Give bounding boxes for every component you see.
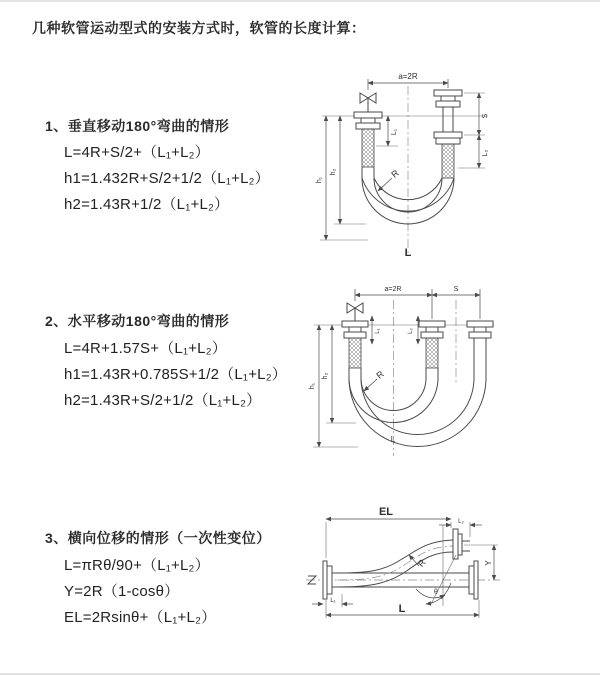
- dim-label-l-total: L: [390, 435, 396, 444]
- right-hose-leg: [467, 321, 493, 378]
- dim-a2r: [355, 286, 480, 319]
- dim-label-l1: L₁: [391, 128, 398, 136]
- dim-label-el: EL: [378, 506, 394, 518]
- right-lower-flange: [469, 561, 478, 599]
- middle-hose-leg: [419, 321, 445, 378]
- dim-label-h1: h₁: [316, 176, 323, 184]
- dim-label-l2: L₂: [408, 328, 414, 334]
- dim-s: [432, 286, 480, 295]
- dim-label-l2: L₂: [458, 519, 464, 525]
- valve-icon: [347, 303, 363, 321]
- radius-callout: [378, 167, 401, 191]
- radius-callout: [364, 368, 386, 391]
- dim-l1: [372, 316, 381, 344]
- section-1-formula-h1: h1=1.432R+S/2+1/2（L₁+L₂）: [64, 170, 270, 187]
- dim-l2: [458, 135, 489, 168]
- section-2-heading: 2、水平移动180°弯曲的情形: [45, 313, 230, 329]
- dim-el: [326, 506, 451, 558]
- section-2-formula-l: L=4R+1.57S+（L₁+L₂）: [64, 340, 227, 357]
- dim-label-l-total: L: [404, 247, 412, 259]
- dim-l1: [376, 116, 398, 146]
- hose-u-bends: [349, 378, 486, 447]
- section-2-formula-h2: h2=1.43R+S/2+1/2（L₁+L₂）: [64, 392, 262, 409]
- dim-l2: [408, 316, 418, 344]
- dim-label-a2r: a=2R: [398, 72, 418, 81]
- left-flange: [323, 561, 332, 599]
- dim-label-r: R: [374, 368, 386, 381]
- section-3-formula-l: L=πRθ/90+（L₁+L₂）: [64, 557, 210, 574]
- dim-s: [464, 93, 489, 135]
- section-1-formula-h2: h2=1.43R+1/2（L₁+L₂）: [64, 196, 230, 213]
- dim-label-h1: h₁: [309, 382, 316, 390]
- dim-label-l1: L₁: [330, 598, 336, 604]
- left-hose-leg: [342, 321, 368, 378]
- section-2-formula-h1: h1=1.43R+0.785S+1/2（L₁+L₂）: [64, 366, 287, 383]
- dim-label-h2: h₂: [330, 168, 337, 176]
- section-1-heading: 1、垂直移动180°弯曲的情形: [45, 118, 230, 134]
- diagram-horizontal-180: [306, 278, 598, 463]
- dim-label-theta: θ: [434, 589, 438, 596]
- dim-label-a2r: a=2R: [384, 286, 402, 293]
- dim-label-l2: L₂: [482, 149, 489, 157]
- dim-label-h2: h₂: [322, 372, 329, 380]
- dim-label-y: Y: [484, 560, 493, 566]
- dim-h2: [330, 116, 366, 224]
- dim-l1: [312, 594, 353, 607]
- dim-l: [326, 600, 479, 618]
- dim-label-l-total: L: [398, 603, 406, 615]
- diagram-lateral-displacement: [298, 492, 598, 657]
- section-3-formula-el: EL=2Rsinθ+（L₁+L₂）: [64, 609, 217, 626]
- section-1-formula-l: L=4R+S/2+（L₁+L₂）: [64, 144, 210, 161]
- dim-label-s: S: [453, 286, 459, 293]
- right-upper-flange: [453, 529, 470, 559]
- diagram-vertical-180: [310, 68, 600, 265]
- dim-label-r: R: [415, 557, 428, 569]
- page-title: 几种软管运动型式的安装方式时，软管的长度计算：: [32, 20, 366, 36]
- dim-label-s: S: [482, 113, 489, 119]
- left-hose-leg: [354, 112, 382, 178]
- valve-icon: [360, 93, 376, 112]
- section-3-heading: 3、横向位移的情形（一次性变位）: [45, 530, 271, 546]
- right-hose-leg: [434, 90, 462, 178]
- dim-h1: [316, 116, 368, 240]
- section-3-formula-y: Y=2R（1-cosθ）: [64, 583, 180, 600]
- dim-label-r: R: [389, 167, 401, 180]
- dim-label-l1: L₁: [375, 328, 381, 334]
